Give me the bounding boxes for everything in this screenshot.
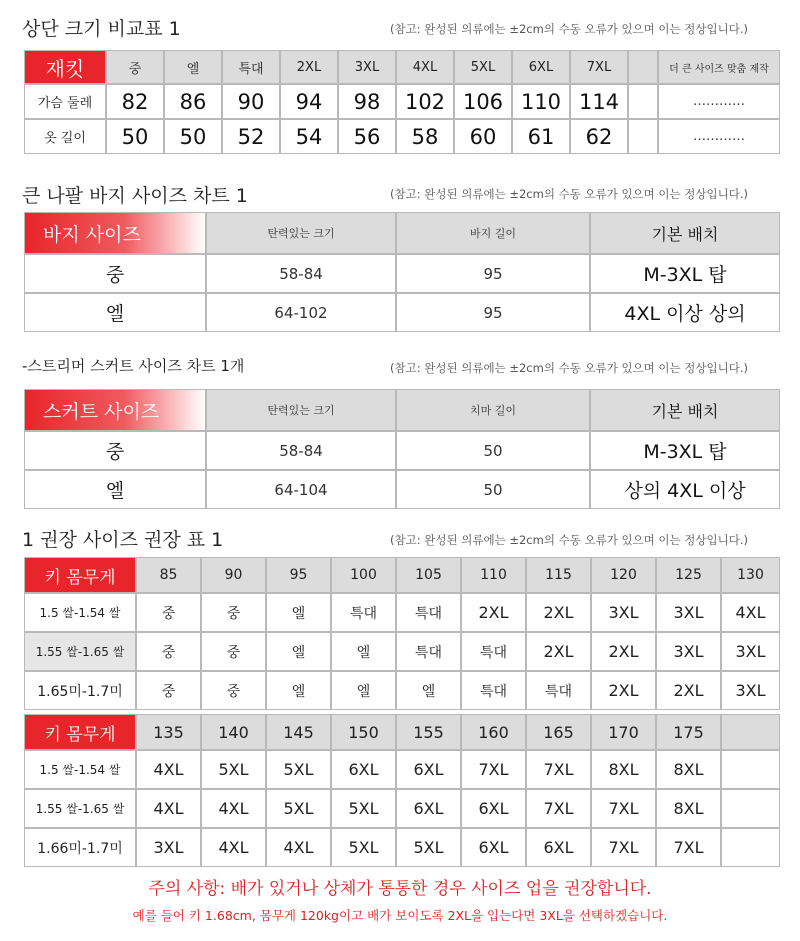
pants-row-size: 엘 xyxy=(24,293,206,332)
recommended-size: 5XL xyxy=(396,828,461,867)
jacket-size-header: 7XL xyxy=(570,50,628,84)
recommended-size: 8XL xyxy=(656,750,721,789)
height-range-label: 1.5 쌀-1.54 쌀 xyxy=(24,750,136,789)
weight-header: 115 xyxy=(526,557,591,593)
recommended-size: 중 xyxy=(136,632,201,671)
jacket-measure-value: 110 xyxy=(512,84,570,119)
jacket-measure-value: 61 xyxy=(512,119,570,154)
height-range-label: 1.55 쌀-1.65 쌀 xyxy=(24,632,136,671)
recommended-size: 5XL xyxy=(266,750,331,789)
recommended-size: 3XL xyxy=(721,671,780,710)
skirt-waist-value: 58-84 xyxy=(206,431,396,470)
recommend-label: 키 몸무게 xyxy=(24,714,136,750)
weight-header: 130 xyxy=(721,557,780,593)
recommended-size: 5XL xyxy=(201,750,266,789)
recommended-size: 특대 xyxy=(396,593,461,632)
recommended-size: 특대 xyxy=(461,632,526,671)
skirt-waist-value: 64-104 xyxy=(206,470,396,509)
recommended-size: 7XL xyxy=(591,828,656,867)
pants-column-header: 기본 배치 xyxy=(590,212,780,254)
recommended-size: 엘 xyxy=(331,671,396,710)
skirt-column-header: 탄력있는 크기 xyxy=(206,389,396,431)
recommended-size xyxy=(721,789,780,828)
jacket-measure-value: 82 xyxy=(106,84,164,119)
weight-header: 120 xyxy=(591,557,656,593)
example-note: 예를 들어 키 1.68cm, 몸무게 120kg이고 배가 보이도록 2XL을 입는다면 3XL을 선택하겠습니다. xyxy=(132,908,668,923)
jacket-measure-value: 52 xyxy=(222,119,280,154)
jacket-size-header: 특대 xyxy=(222,50,280,84)
weight-header: 140 xyxy=(201,714,266,750)
recommend-section-title: 1 권장 사이즈 권장 표 1 xyxy=(22,529,224,551)
jacket-measure-value: 60 xyxy=(454,119,512,154)
weight-header: 150 xyxy=(331,714,396,750)
weight-header: 85 xyxy=(136,557,201,593)
jacket-measure-value: 86 xyxy=(164,84,222,119)
jacket-label: 재킷 xyxy=(24,50,106,84)
skirt-length-value: 50 xyxy=(396,431,590,470)
weight-header: 165 xyxy=(526,714,591,750)
recommended-size: 엘 xyxy=(266,593,331,632)
pants-fit-value: M-3XL 탑 xyxy=(590,254,780,293)
recommended-size: 엘 xyxy=(266,671,331,710)
recommended-size: 특대 xyxy=(526,671,591,710)
recommended-size: 2XL xyxy=(591,671,656,710)
pants-label: 바지 사이즈 xyxy=(24,212,206,254)
skirt-fit-value: 상의 4XL 이상 xyxy=(590,470,780,509)
pants-waist-value: 64-102 xyxy=(206,293,396,332)
jacket-size-header: 2XL xyxy=(280,50,338,84)
recommended-size: 중 xyxy=(201,671,266,710)
jacket-measure-value: 50 xyxy=(106,119,164,154)
recommended-size: 8XL xyxy=(591,750,656,789)
jacket-measure-value: 90 xyxy=(222,84,280,119)
recommended-size: 특대 xyxy=(461,671,526,710)
recommended-size xyxy=(721,750,780,789)
height-range-label: 1.5 쌀-1.54 쌀 xyxy=(24,593,136,632)
skirt-column-header: 기본 배치 xyxy=(590,389,780,431)
recommended-size: 3XL xyxy=(591,593,656,632)
skirt-label: 스커트 사이즈 xyxy=(24,389,206,431)
jacket-measure-value: 58 xyxy=(396,119,454,154)
height-range-label: 1.55 쌀-1.65 쌀 xyxy=(24,789,136,828)
skirt-column-header: 치마 길이 xyxy=(396,389,590,431)
jacket-row-label: 가슴 둘레 xyxy=(24,84,106,119)
recommended-size: 6XL xyxy=(461,828,526,867)
jacket-measure-value: 56 xyxy=(338,119,396,154)
recommended-size: 중 xyxy=(136,593,201,632)
jacket-size-header: 중 xyxy=(106,50,164,84)
weight-header xyxy=(721,714,780,750)
recommend-section-note: (참고: 완성된 의류에는 ±2cm의 수동 오류가 있으며 이는 정상입니다.) xyxy=(390,533,748,547)
recommended-size: 6XL xyxy=(396,750,461,789)
pants-waist-value: 58-84 xyxy=(206,254,396,293)
skirt-fit-value: M-3XL 탑 xyxy=(590,431,780,470)
recommended-size: 엘 xyxy=(396,671,461,710)
recommended-size: 5XL xyxy=(331,828,396,867)
recommended-size: 3XL xyxy=(656,632,721,671)
recommended-size: 2XL xyxy=(526,632,591,671)
weight-header: 95 xyxy=(266,557,331,593)
recommended-size: 5XL xyxy=(331,789,396,828)
pants-column-header: 탄력있는 크기 xyxy=(206,212,396,254)
jacket-size-header: 3XL xyxy=(338,50,396,84)
recommended-size: 6XL xyxy=(526,828,591,867)
recommended-size: 2XL xyxy=(656,671,721,710)
height-range-label: 1.66미-1.7미 xyxy=(24,828,136,867)
pants-row-size: 중 xyxy=(24,254,206,293)
recommended-size: 5XL xyxy=(266,789,331,828)
recommended-size xyxy=(721,828,780,867)
jacket-measure-value: 54 xyxy=(280,119,338,154)
jacket-measure-value: ………… xyxy=(658,84,780,119)
jacket-size-header: 4XL xyxy=(396,50,454,84)
weight-header: 170 xyxy=(591,714,656,750)
recommended-size: 6XL xyxy=(396,789,461,828)
weight-header: 135 xyxy=(136,714,201,750)
recommended-size: 엘 xyxy=(266,632,331,671)
recommended-size: 4XL xyxy=(136,789,201,828)
skirt-section-note: (참고: 완성된 의류에는 ±2cm의 수동 오류가 있으며 이는 정상입니다.) xyxy=(390,361,748,375)
jacket-measure-value: 94 xyxy=(280,84,338,119)
jacket-size-header: 6XL xyxy=(512,50,570,84)
skirt-row-size: 엘 xyxy=(24,470,206,509)
jacket-section-title: 상단 크기 비교표 1 xyxy=(22,18,181,40)
jacket-measure-value: 98 xyxy=(338,84,396,119)
caution-note: 주의 사항: 배가 있거나 상체가 통통한 경우 사이즈 업을 권장합니다. xyxy=(148,879,652,899)
jacket-measure-value: 114 xyxy=(570,84,628,119)
weight-header: 90 xyxy=(201,557,266,593)
jacket-section-note: (참고: 완성된 의류에는 ±2cm의 수동 오류가 있으며 이는 정상입니다.) xyxy=(390,22,748,36)
recommended-size: 특대 xyxy=(331,593,396,632)
recommend-label: 키 몸무게 xyxy=(24,557,136,593)
jacket-measure-value: 102 xyxy=(396,84,454,119)
skirt-length-value: 50 xyxy=(396,470,590,509)
weight-header: 145 xyxy=(266,714,331,750)
recommended-size: 3XL xyxy=(136,828,201,867)
weight-header: 175 xyxy=(656,714,721,750)
jacket-row-label: 옷 길이 xyxy=(24,119,106,154)
recommended-size: 특대 xyxy=(396,632,461,671)
pants-length-value: 95 xyxy=(396,254,590,293)
pants-section-note: (참고: 완성된 의류에는 ±2cm의 수동 오류가 있으며 이는 정상입니다.) xyxy=(390,187,748,201)
recommended-size: 7XL xyxy=(526,750,591,789)
skirt-section-title: -스트리머 스커트 사이즈 차트 1개 xyxy=(22,357,245,375)
weight-header: 155 xyxy=(396,714,461,750)
recommended-size: 중 xyxy=(201,593,266,632)
recommended-size: 7XL xyxy=(656,828,721,867)
weight-header: 160 xyxy=(461,714,526,750)
recommended-size: 2XL xyxy=(461,593,526,632)
recommended-size: 4XL xyxy=(721,593,780,632)
recommended-size: 4XL xyxy=(201,789,266,828)
jacket-measure-value: 50 xyxy=(164,119,222,154)
pants-section-title: 큰 나팔 바지 사이즈 차트 1 xyxy=(22,185,248,207)
weight-header: 125 xyxy=(656,557,721,593)
weight-header: 105 xyxy=(396,557,461,593)
recommended-size: 4XL xyxy=(136,750,201,789)
weight-header: 110 xyxy=(461,557,526,593)
recommended-size: 2XL xyxy=(591,632,656,671)
weight-header: 100 xyxy=(331,557,396,593)
jacket-size-header: 엘 xyxy=(164,50,222,84)
recommended-size: 중 xyxy=(201,632,266,671)
jacket-measure-value xyxy=(628,119,658,154)
jacket-measure-value: ………… xyxy=(658,119,780,154)
recommended-size: 엘 xyxy=(331,632,396,671)
height-range-label: 1.65미-1.7미 xyxy=(24,671,136,710)
pants-fit-value: 4XL 이상 상의 xyxy=(590,293,780,332)
jacket-size-header xyxy=(628,50,658,84)
recommended-size: 7XL xyxy=(591,789,656,828)
jacket-measure-value: 62 xyxy=(570,119,628,154)
pants-length-value: 95 xyxy=(396,293,590,332)
recommended-size: 4XL xyxy=(201,828,266,867)
jacket-size-header: 5XL xyxy=(454,50,512,84)
recommended-size: 중 xyxy=(136,671,201,710)
recommended-size: 3XL xyxy=(721,632,780,671)
recommended-size: 7XL xyxy=(461,750,526,789)
recommended-size: 3XL xyxy=(656,593,721,632)
recommended-size: 6XL xyxy=(461,789,526,828)
recommended-size: 4XL xyxy=(266,828,331,867)
recommended-size: 6XL xyxy=(331,750,396,789)
pants-column-header: 바지 길이 xyxy=(396,212,590,254)
jacket-measure-value: 106 xyxy=(454,84,512,119)
jacket-measure-value xyxy=(628,84,658,119)
skirt-row-size: 중 xyxy=(24,431,206,470)
jacket-size-header: 더 큰 사이즈 맞춤 제작 xyxy=(658,50,780,84)
recommended-size: 8XL xyxy=(656,789,721,828)
recommended-size: 7XL xyxy=(526,789,591,828)
recommended-size: 2XL xyxy=(526,593,591,632)
